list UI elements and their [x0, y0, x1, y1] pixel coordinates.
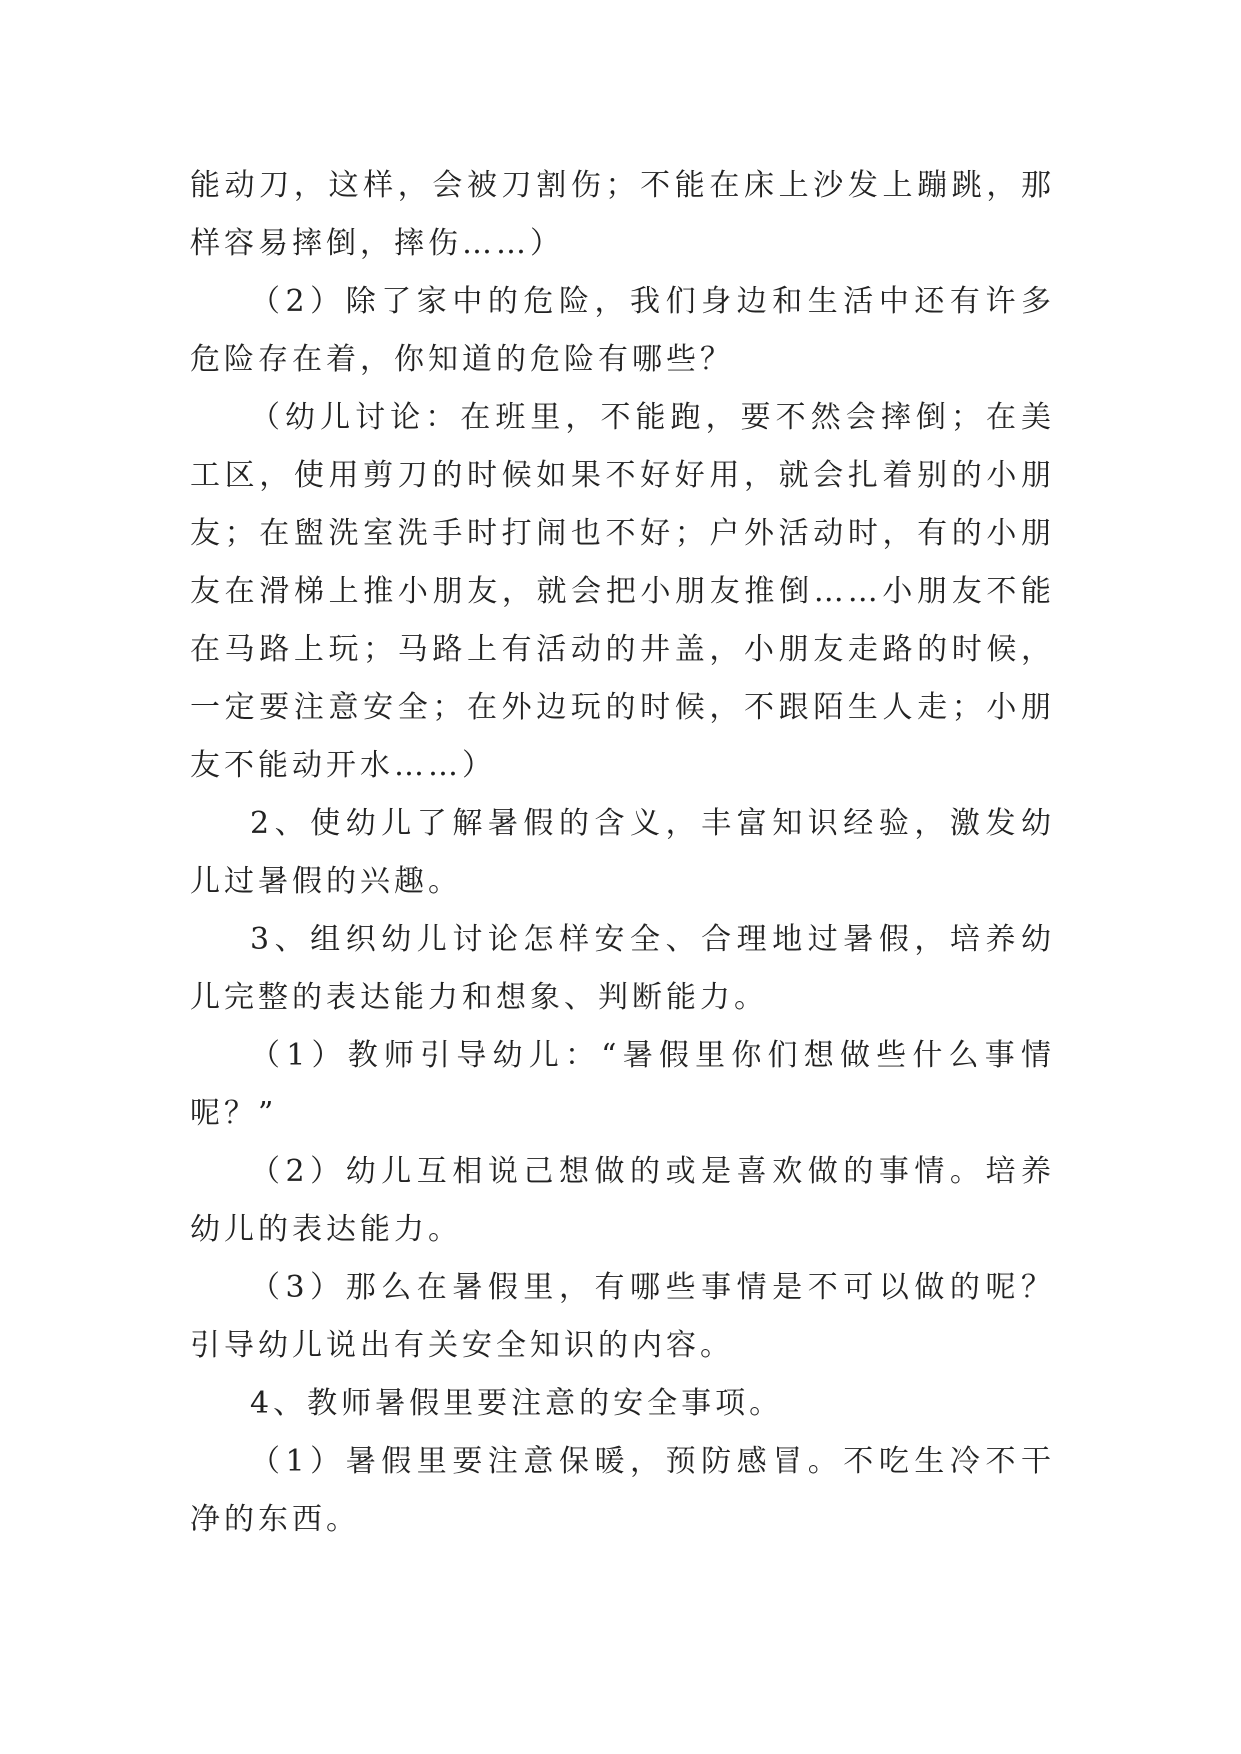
paragraph-step-4-1: （1）暑假里要注意保暖，预防感冒。不吃生冷不干净的东西。: [190, 1444, 1055, 1537]
paragraph-step-3-1: （1）教师引导幼儿：“暑假里你们想做些什么事情呢？”: [190, 1038, 1055, 1131]
paragraph-step-4: 4、教师暑假里要注意的安全事项。: [250, 1386, 784, 1421]
paragraph-step-3-3: （3）那么在暑假里，有哪些事情是不可以做的呢？引导幼儿说出有关安全知识的内容。: [190, 1270, 1055, 1363]
paragraph-continuation: 能动刀，这样，会被刀割伤；不能在床上沙发上蹦跳，那样容易摔倒，摔伤……）: [190, 168, 1055, 261]
paragraph-discussion: （幼儿讨论：在班里，不能跑，要不然会摔倒；在美工区，使用剪刀的时候如果不好好用，就会扎着别的小朋友；在盥洗室洗手时打闹也不好；户外活动时，有的小朋友在滑梯上推小朋友，就会把小朋友推倒……小朋友不能在马路上玩；马路上有活动的井盖，小朋友走路的时候，一定要注意安全；在外边玩的时候，不跟陌生人走；小朋友不能动开水……）: [190, 400, 1055, 783]
paragraph-item-2: （2）除了家中的危险，我们身边和生活中还有许多危险存在着，你知道的危险有哪些？: [190, 284, 1055, 377]
paragraph-step-3-2: （2）幼儿互相说己想做的或是喜欢做的事情。培养幼儿的表达能力。: [190, 1154, 1055, 1247]
paragraph-step-3: 3、组织幼儿讨论怎样安全、合理地过暑假，培养幼儿完整的表达能力和想象、判断能力。: [190, 922, 1055, 1015]
paragraph-step-2: 2、使幼儿了解暑假的含义，丰富知识经验，激发幼儿过暑假的兴趣。: [190, 806, 1055, 899]
document-body: [190, 157, 1055, 1549]
